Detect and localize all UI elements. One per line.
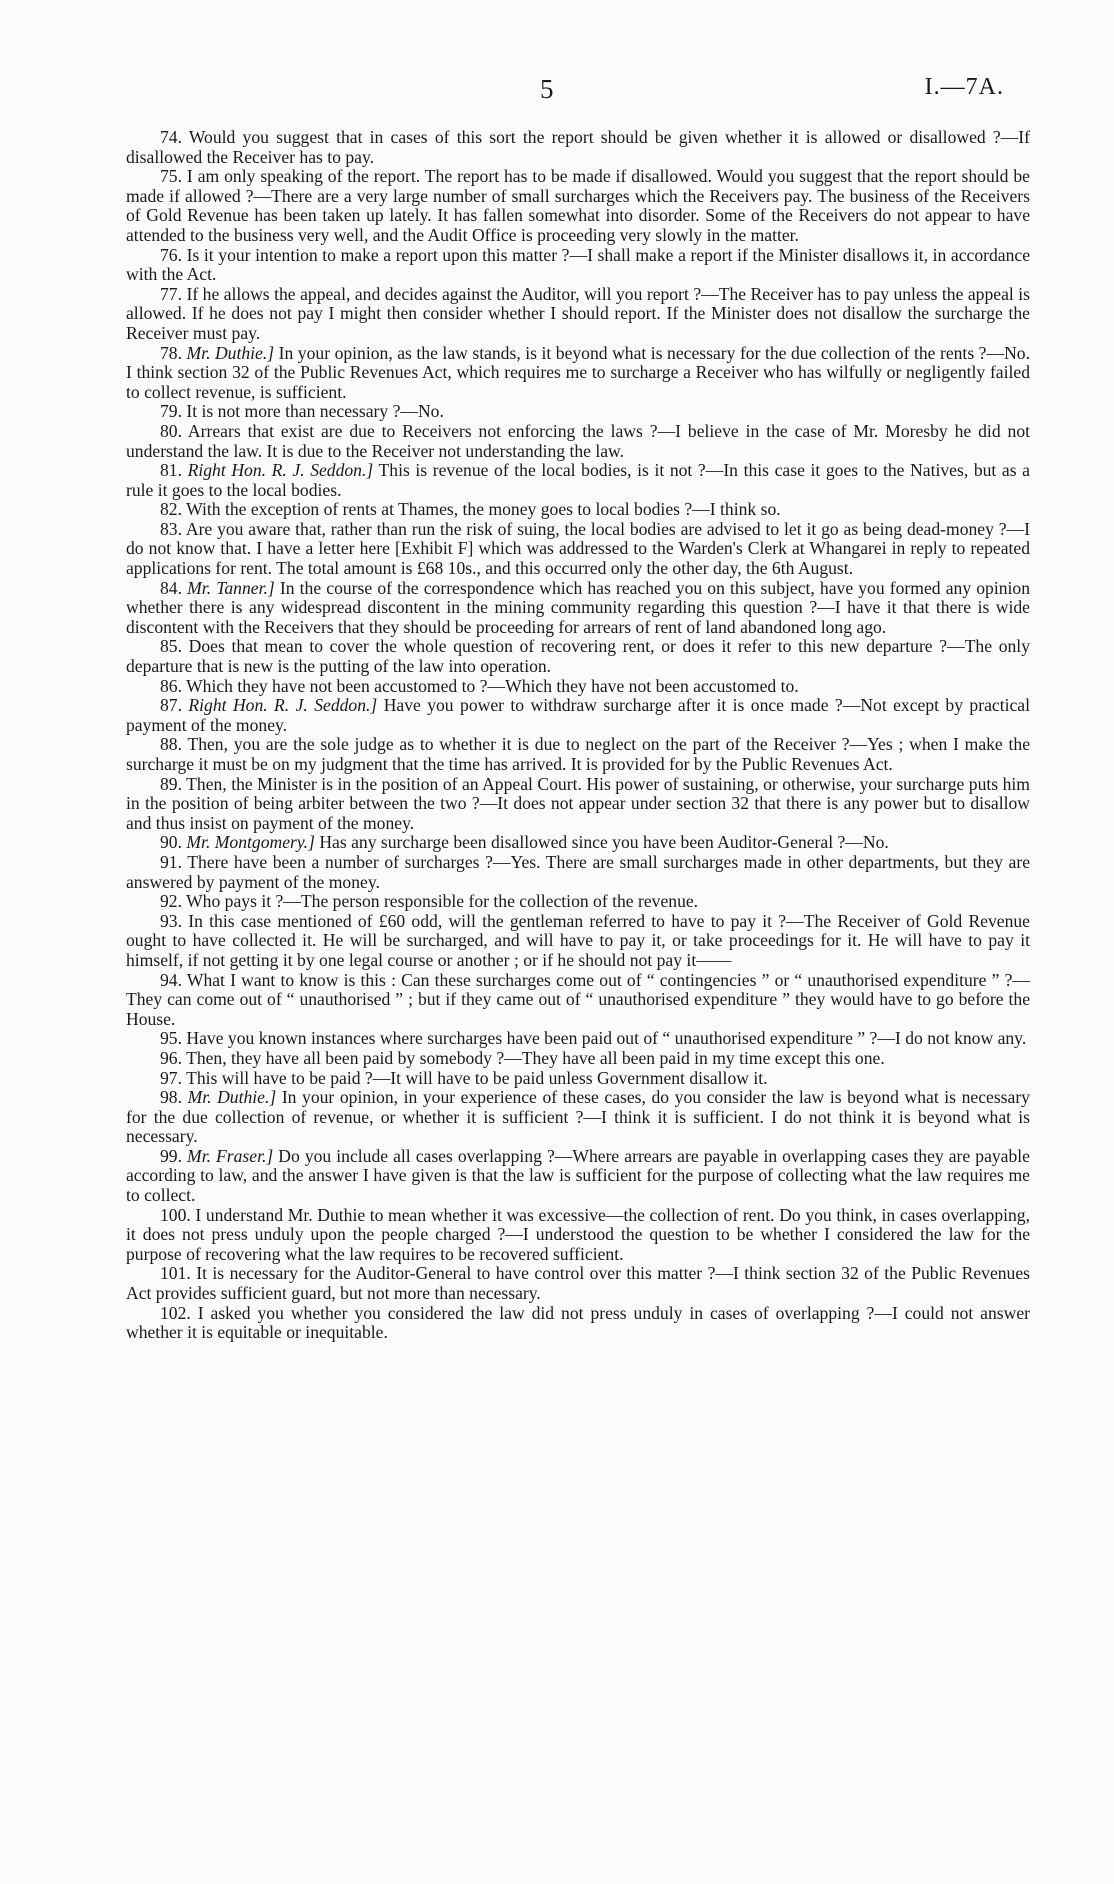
question-paragraph: [126, 677, 1030, 697]
question-paragraph: [126, 637, 1030, 676]
question-number: 98.: [160, 1087, 182, 1108]
question-paragraph: [126, 853, 1030, 892]
question-paragraph: [126, 1049, 1030, 1069]
question-number: 87.: [160, 695, 182, 716]
question-paragraph: [126, 128, 1030, 167]
question-paragraph: [126, 696, 1030, 735]
question-paragraph: [126, 833, 1030, 853]
question-paragraph: [126, 520, 1030, 579]
question-text: 75. I am only speaking of the report. The report has to be made if disallowed. Would you suggest that the report should be made if allowed ?—There are a very large number of small surcharges which the Receivers pay. The business of the Receivers of Gold Revenue has been taken up lately. It has fallen somewhat into disorder. Some of the Receivers do not appear to have attended to the business very well, and the Audit Office is proceeding very slowly in the matter.: [126, 166, 1030, 245]
question-text: 94. What I want to know is this : Can these surcharges come out of “ contingencies ” or “ unauthorised expenditure ” ?—They can come out of “ unauthorised ” ; but if they came out of “ unauthorised expenditure ” they would have to go before the House.: [126, 969, 1030, 1029]
question-text: 79. It is not more than necessary ?—No.: [160, 401, 444, 422]
question-paragraph: [126, 167, 1030, 245]
question-text: 80. Arrears that exist are due to Receivers not enforcing the laws ?—I believe in the case of Mr. Moresby he did not understand the law. It is due to the Receiver not understanding the law.: [126, 420, 1030, 461]
question-text: In your opinion, in your experience of these cases, do you consider the law is beyond what is necessary for the due collection of revenue, or whether it is sufficient ?—I think it is sufficient. I do not think it is beyond what is necessary.: [126, 1087, 1030, 1147]
question-number: 84.: [160, 577, 182, 598]
question-number: 81.: [160, 460, 182, 481]
question-text: Do you include all cases overlapping ?—Where arrears are payable in overlapping cases they are payable according to law, and the answer I have given is that the law is sufficient for the purpose of collecting what the law requires me to collect.: [126, 1145, 1030, 1206]
page-header: [0, 74, 1114, 108]
minutes-of-evidence: [126, 128, 1030, 1343]
question-paragraph: [126, 1029, 1030, 1049]
page-number: 5: [540, 74, 554, 104]
question-text: 96. Then, they have all been paid by somebody ?—They have all been paid in my time except this one.: [160, 1047, 885, 1068]
question-paragraph: [126, 892, 1030, 912]
speaker-name: Right Hon. R. J. Seddon.]: [187, 460, 374, 481]
question-number: 78.: [160, 342, 182, 363]
question-paragraph: [126, 1147, 1030, 1206]
speaker-name: Right Hon. R. J. Seddon.]: [188, 695, 378, 716]
question-paragraph: [126, 500, 1030, 520]
question-text: 86. Which they have not been accustomed to ?—Which they have not been accustomed to.: [160, 675, 799, 696]
question-paragraph: [126, 579, 1030, 638]
question-paragraph: [126, 775, 1030, 834]
question-paragraph: [126, 735, 1030, 774]
question-text: In the course of the correspondence which has reached you on this subject, have you formed any opinion whether there is any widespread discontent in the mining community regarding this question ?—I have it that there is wide discontent with the Receivers that they should be proceeding for arrears of rent of land abandoned long ago.: [126, 577, 1031, 637]
question-text: 93. In this case mentioned of £60 odd, will the gentleman referred to have to pay it ?—The Receiver of Gold Revenue ought to have collected it. He will be surcharged, and will have to pay it, or take proceedings for it. He will have to pay it himself, if not getting it by one legal course or another ; or if he should not pay it——: [126, 910, 1030, 970]
question-paragraph: [126, 461, 1030, 500]
question-text: 74. Would you suggest that in cases of this sort the report should be given whether it is allowed or disallowed ?—If disallowed the Receiver has to pay.: [126, 127, 1030, 167]
question-paragraph: [126, 912, 1030, 971]
speaker-name: Mr. Montgomery.]: [186, 832, 315, 853]
question-text: 101. It is necessary for the Auditor-General to have control over this matter ?—I think section 32 of the Public Revenues Act provides sufficient guard, but not more than necessary.: [126, 1263, 1030, 1304]
question-paragraph: [126, 1206, 1030, 1265]
speaker-name: Mr. Tanner.]: [187, 577, 275, 598]
question-number: 99.: [160, 1145, 182, 1166]
question-text: 83. Are you aware that, rather than run the risk of suing, the local bodies are advised to let it go as being dead-money ?—I do not know that. I have a letter here [Exhibit F] which was addressed to the Warden's Clerk at Whangarei in reply to repeated applications for rent. The total amount is £68 10s., and this occurred only the other day, the 6th August.: [126, 518, 1030, 579]
question-paragraph: [126, 402, 1030, 422]
question-paragraph: [126, 344, 1030, 403]
question-text: 89. Then, the Minister is in the position of an Appeal Court. His power of sustaining, or otherwise, your surcharge puts him in the position of being arbiter between the two ?—It does not appear under section 32 that there is any power but to disallow and thus insist on payment of the money.: [126, 773, 1030, 833]
question-paragraph: [126, 246, 1030, 285]
speaker-name: Mr. Duthie.]: [186, 342, 275, 363]
question-number: 90.: [160, 832, 182, 853]
question-paragraph: [126, 1304, 1030, 1343]
question-text: In your opinion, as the law stands, is it beyond what is necessary for the due collection of the rents ?—No. I think section 32 of the Public Revenues Act, which requires me to surcharge a Receiver who has wilfully or negligently failed to collect revenue, is sufficient.: [126, 342, 1030, 402]
question-text: 102. I asked you whether you considered the law did not press unduly in cases of overlapping ?—I could not answer whether it is equitable or inequitable.: [126, 1302, 1030, 1343]
document-reference: I.—7A.: [924, 74, 1004, 100]
question-text: 97. This will have to be paid ?—It will have to be paid unless Government disallow it.: [160, 1067, 768, 1088]
question-text: This is revenue of the local bodies, is it not ?—In this case it goes to the Natives, but as a rule it goes to the local bodies.: [126, 460, 1030, 500]
question-paragraph: [126, 285, 1030, 344]
question-text: 77. If he allows the appeal, and decides against the Auditor, will you report ?—The Receiver has to pay unless the appeal is allowed. If he does not pay I might then consider whether I should report. If the Minister does not disallow the surcharge the Receiver must pay.: [126, 283, 1030, 343]
question-text: 95. Have you known instances where surcharges have been paid out of “ unauthorised expenditure ” ?—I do not know any.: [160, 1028, 1027, 1049]
question-text: 100. I understand Mr. Duthie to mean whether it was excessive—the collection of rent. Do you think, in cases overlapping, it does not press unduly upon the people charged ?—I understood the question to be whether I considered the law for the purpose of recovering what the law requires to be recovered sufficient.: [126, 1204, 1030, 1264]
question-paragraph: [126, 422, 1030, 461]
question-text: 76. Is it your intention to make a report upon this matter ?—I shall make a report if the Minister disallows it, in accordance with the Act.: [126, 244, 1030, 285]
question-paragraph: [126, 971, 1030, 1030]
question-text: Has any surcharge been disallowed since you have been Auditor-General ?—No.: [319, 832, 889, 853]
speaker-name: Mr. Duthie.]: [187, 1087, 277, 1108]
question-text: Have you power to withdraw surcharge after it is once made ?—Not except by practical payment of the money.: [126, 695, 1030, 735]
speaker-name: Mr. Fraser.]: [187, 1145, 274, 1166]
question-paragraph: [126, 1069, 1030, 1089]
question-text: 82. With the exception of rents at Thames, the money goes to local bodies ?—I think so.: [160, 499, 781, 520]
question-paragraph: [126, 1088, 1030, 1147]
question-text: 91. There have been a number of surcharges ?—Yes. There are small surcharges made in other departments, but they are answered by payment of the money.: [126, 851, 1030, 892]
question-text: 92. Who pays it ?—The person responsible for the collection of the revenue.: [160, 891, 699, 912]
question-paragraph: [126, 1264, 1030, 1303]
question-text: 88. Then, you are the sole judge as to whether it is due to neglect on the part of the Receiver ?—Yes ; when I make the surcharge it must be on my judgment that the time has arrived. It is provided for by the Public Revenues Act.: [126, 734, 1030, 774]
question-text: 85. Does that mean to cover the whole question of recovering rent, or does it refer to this new departure ?—The only departure that is new is the putting of the law into operation.: [126, 636, 1030, 677]
